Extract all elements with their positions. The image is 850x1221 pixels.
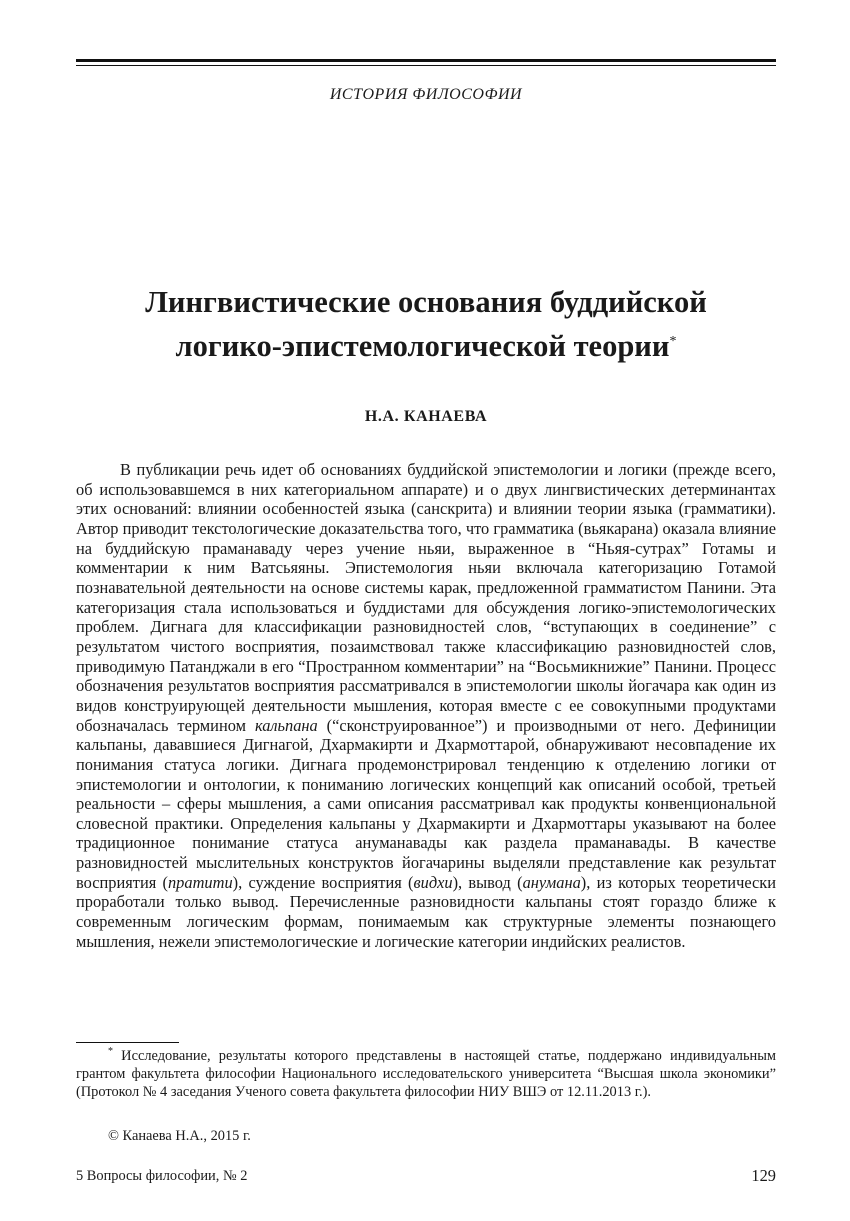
header-rule-thin: [76, 65, 776, 66]
abstract-segment: ), суждение восприятия (: [232, 872, 414, 892]
header-rule-thick: [76, 59, 776, 62]
author-name: Н.А. КАНАЕВА: [364, 408, 488, 425]
section-heading: ИСТОРИЯ ФИЛОСОФИИ: [329, 86, 523, 103]
abstract-segment: ), из которых теоретически проработали только вывод. Перечисленные разновидности кальпаны стоят гораздо ближе к современным логическим формам, понимаемым как структурные элементы познающего мышления, нежели эпистемологические и логические категории индийских реалистов.: [76, 872, 777, 951]
footnote: [76, 1047, 776, 1102]
title-footnote-mark[interactable]: *: [669, 333, 677, 349]
abstract-segment: (“сконструированное”) и производными от него. Дефиниции кальпаны, дававшиеся Дигнагой, Дхармакирти и Дхармоттарой, обнаруживают несовпадение их понимания статуса логики. Дигнага продемонстрировал тенденцию к отделению логики от эпистемологии и онтологии, к пониманию логических концепций как описаний особой, третьей реальности – сферы мышления, а сами описания рассматривал как продукты конвенциональной словесной практики. Определения кальпаны у Дхармакирти и Дхармоттары указывают на более традиционное понимание статуса ануманавады как раздела праманавады. В качестве разновидностей мыслительных конструктов йогачарины выделяли представление как результат восприятия (: [76, 715, 776, 892]
copyright: © Канаева Н.А., 2015 г.: [108, 1128, 251, 1144]
abstract: [76, 460, 776, 951]
page-number: 129: [751, 1166, 776, 1185]
abstract-term: анумана: [522, 872, 581, 892]
abstract-segment: В публикации речь идет об основаниях буддийской эпистемологии и логики (прежде всего, об использовавшемся в них категориальном аппарате) и о двух лингвистических детерминантах этих оснований: влиянии особенностей языка (санскрита) и влиянии теории языка (грамматики). Автор приводит текстологические доказательства того, что грамматика (вьякарана) оказала влияние на буддийскую праманаваду через учение ньяи, выраженное в “Ньяя-сутрах” Готамы и комментарии к ним Ватсьяяны. Эпистемология ньяи включала категоризацию Готамой познавательной деятельности на основе системы карак, предложенной грамматистом Панини. Эта категоризация стала использоваться и буддистами для обсуждения логико-эпистемологических проблем. Дигнага для классификации разновидностей слов, “вступающих в соединение” с результатом чистого восприятия, позаимствовал также классификацию разновидностей слов, приводимую Патанджали в его “Пространном комментарии” на “Восьмикнижие” Панини. Процесс обозначения результатов восприятия рассматривался в эпистемологии школы йогачара как один из видов конструирующей деятельности мышления, которая вместе с ее совокупными продуктами обозначалась термином: [76, 460, 776, 735]
footnote-mark: *: [108, 1046, 113, 1058]
title-line-1: Лингвистические основания буддийской: [145, 285, 707, 319]
footnote-text: Исследование, результаты которого представлены в настоящей статье, поддержано индивидуальным грантом факультета философии Национального исследовательского университета “Высшая школа экономики” (Протокол № 4 заседания Ученого совета факультета философии НИУ ВШЭ от 12.11.2013 г.).: [76, 1048, 776, 1101]
journal-signature: 5 Вопросы философии, № 2: [76, 1168, 248, 1184]
abstract-term: пратити: [167, 872, 233, 892]
article-title: [76, 280, 776, 368]
abstract-segment: ), вывод (: [452, 872, 523, 892]
abstract-term: видхи: [413, 872, 453, 892]
footnote-separator: [76, 1042, 179, 1043]
abstract-term: кальпана: [254, 715, 318, 735]
title-line-2: логико-эпистемологической теории: [175, 329, 670, 363]
